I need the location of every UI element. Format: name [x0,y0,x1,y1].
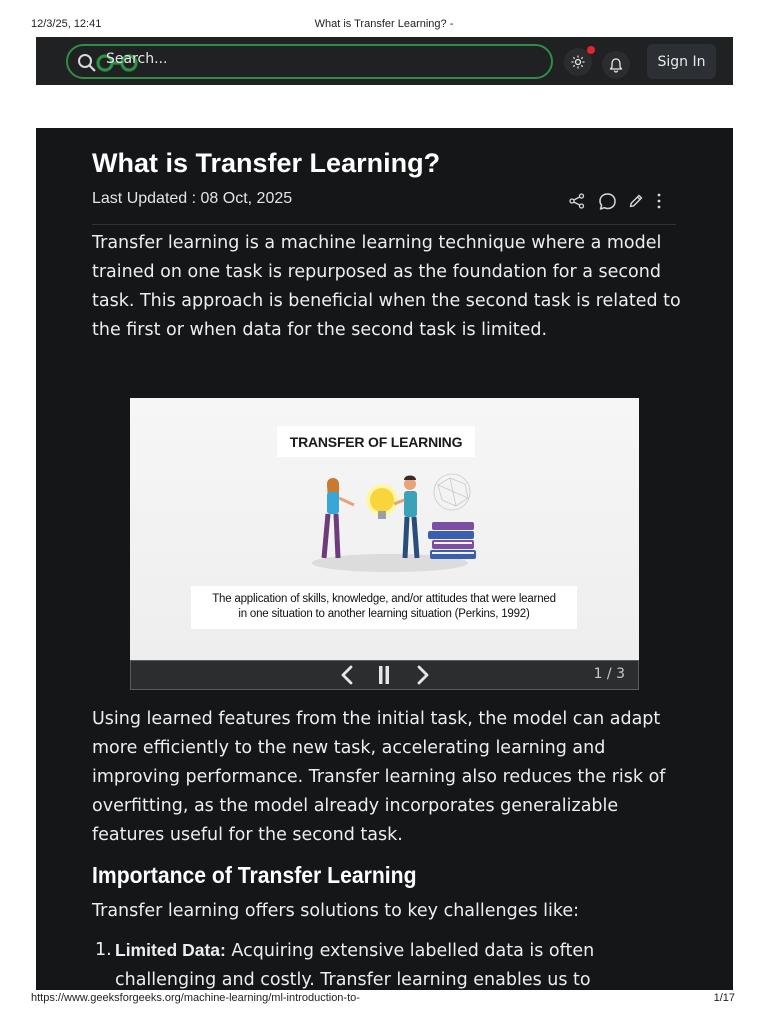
notifications-button[interactable] [602,51,630,79]
article [36,128,733,990]
theme-toggle-icon [571,55,585,69]
search-placeholder: Search... [106,51,168,67]
more-icon [656,192,662,210]
slide-caption [191,586,577,629]
edit-button[interactable] [625,190,647,212]
section-intro: Transfer learning offers solutions to key challenges like: [92,901,580,921]
section-heading: Importance of Transfer Learning [92,862,417,888]
list-number: 1. [95,940,112,960]
body-paragraph: Using learned features from the initial task, the model can adapt more efficiently to the new task, accelerating learning and improving performance. Transfer learning also reduces the risk of overfitting, as the model already incorporates generalizable features useful for the second task. [92,709,666,845]
notification-dot [585,44,596,55]
list-item-term: Limited Data: [115,940,226,960]
slideshow-controls [130,660,639,690]
theme-toggle-button[interactable] [564,48,592,76]
more-button[interactable] [648,190,670,212]
prev-icon [340,665,354,685]
pause-icon [377,665,391,685]
comment-button[interactable] [596,190,618,212]
print-page-count: 1/17 [713,992,735,1004]
slide-image [130,398,639,660]
next-icon [416,665,430,685]
list-item [92,936,692,990]
slide-caption-line-2: in one situation to another learning situation (Perkins, 1992) [238,608,530,620]
print-url: https://www.geeksforgeeks.org/machine-learning/ml-introduction-to- [31,992,360,1004]
print-title: What is Transfer Learning? - [314,18,454,30]
title-divider [92,224,676,225]
prev-slide-button[interactable] [335,664,359,686]
page-title: What is Transfer Learning? [92,148,441,178]
bell-icon [608,57,624,73]
list-item-text: Acquiring extensive labelled data is often challenging and costly. Transfer learning enables us to [115,941,595,990]
next-slide-button[interactable] [411,664,435,686]
slide-title: TRANSFER OF LEARNING [277,426,475,457]
comment-icon [598,192,617,211]
slide-counter: 1 / 3 [593,666,625,682]
print-header [0,18,768,34]
search-icon [77,53,97,73]
share-button[interactable] [566,190,588,212]
image-slideshow [130,398,639,690]
last-updated: Last Updated : 08 Oct, 2025 [92,190,293,207]
transfer-learning-illustration [300,470,490,580]
intro-paragraph: Transfer learning is a machine learning technique where a model trained on one task is repurposed as the foundation for a second task. This approach is beneficial when the second task is related to the first or when data for the second task is limited. [92,233,681,340]
print-date: 12/3/25, 12:41 [31,18,102,30]
print-footer [0,992,768,1008]
navbar [36,37,733,85]
sign-in-button[interactable]: Sign In [647,44,716,79]
challenges-list [92,936,692,990]
share-icon [569,193,585,209]
article-toolbar [564,190,674,212]
slide-caption-line-1: The application of skills, knowledge, and/or attitudes that were learned [212,593,556,605]
edit-icon [628,193,644,209]
pause-slideshow-button[interactable] [372,664,396,686]
search-input[interactable] [66,44,553,79]
